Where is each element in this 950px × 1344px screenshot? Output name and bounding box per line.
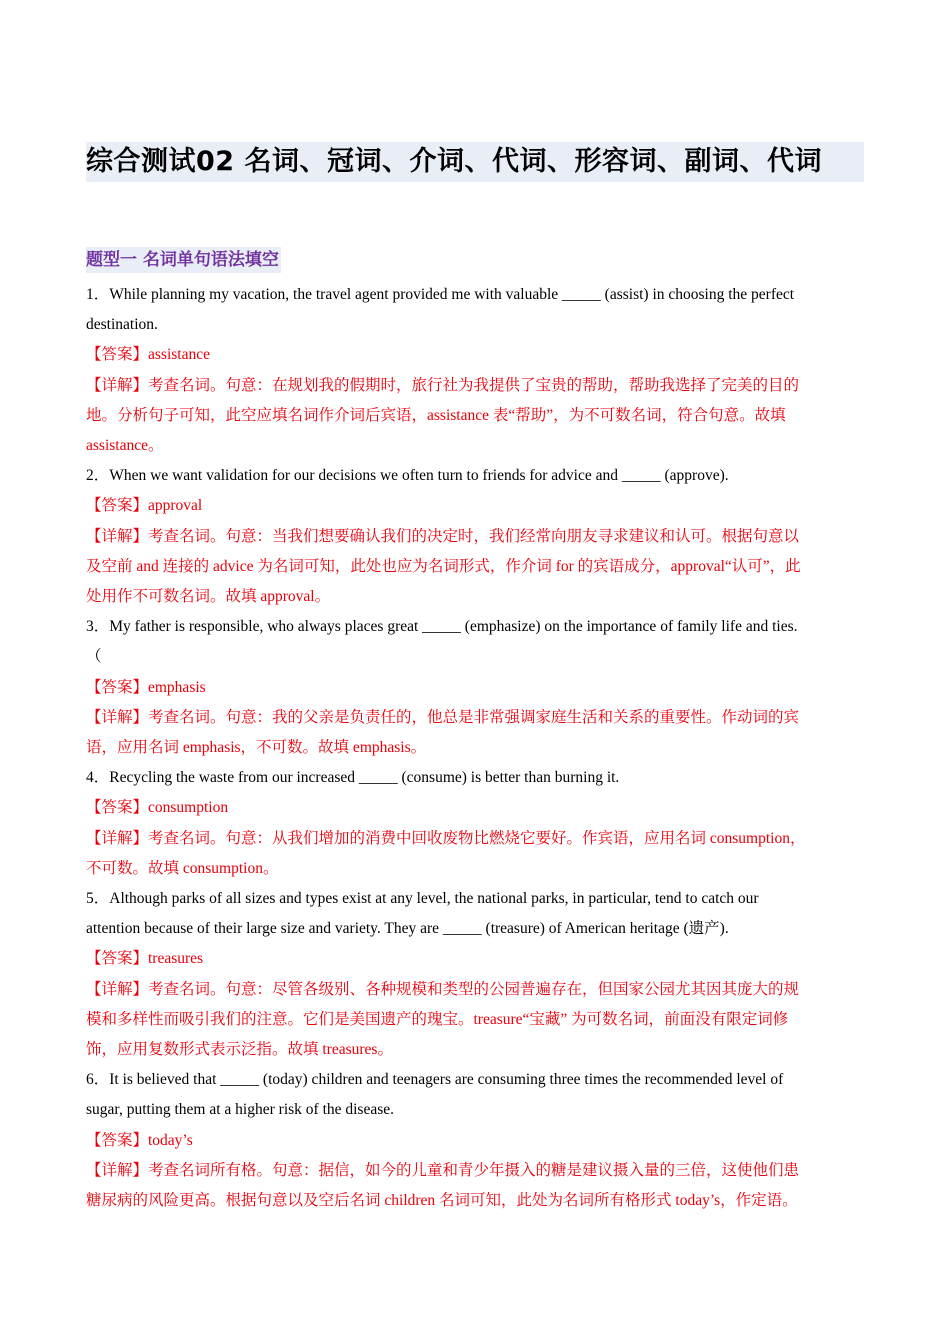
question-text-line: destination. — [86, 316, 158, 334]
explanation-line: 不可数。故填 consumption。 — [86, 859, 279, 877]
explanation-line: 饰，应用复数形式表示泛指。故填 treasures。 — [86, 1041, 393, 1059]
explanation-line: 【详解】考查名词。句意：我的父亲是负责任的，他总是非常强调家庭生活和关系的重要性。作动词的宾 — [86, 708, 800, 726]
question-item — [86, 1065, 866, 1216]
answer-line: 【答案】treasures — [86, 950, 204, 968]
question-text-line: 1．While planning my vacation, the travel agent provided me with valuable _____ (assist) in choosing the perfect — [86, 286, 795, 303]
answer-line: 【答案】today’s — [86, 1131, 193, 1149]
question-text-line: sugar, putting them at a higher risk of the disease. — [86, 1101, 395, 1119]
answer-line: 【答案】emphasis — [86, 678, 206, 696]
question-text-line: 3．My father is responsible, who always places great _____ (emphasize) on the importance of family life and ties. — [86, 618, 798, 636]
answer-line: 【答案】consumption — [86, 799, 229, 817]
explanation-line: 语，应用名词 emphasis，不可数。故填 emphasis。 — [86, 739, 427, 757]
document-title: 综合测试02 名词、冠词、介词、代词、形容词、副词、代词 — [86, 142, 864, 182]
explanation-line: 【详解】考查名词所有格。句意：据信，如今的儿童和青少年摄入的糖是建议摄入量的三倍，这使他们患 — [86, 1161, 800, 1179]
explanation-line: 模和多样性而吸引我们的注意。它们是美国遗产的瑰宝。treasure“宝藏” 为可数名词，前面没有限定词修 — [86, 1010, 789, 1028]
explanation-line: 糖尿病的风险更高。根据句意以及空后名词 children 名词可知，此处为名词所有格形式 today’s，作定语。 — [86, 1192, 798, 1210]
explanation-line: assistance。 — [86, 437, 164, 455]
explanation-line: 【详解】考查名词。句意：从我们增加的消费中回收废物比燃烧它要好。作宾语，应用名词 consumption， — [86, 829, 806, 847]
explanation-line: 【详解】考查名词。句意：在规划我的假期时，旅行社为我提供了宝贵的帮助，帮助我选择了完美的目的 — [86, 376, 800, 394]
explanation-line: 地。分析句子可知，此空应填名词作介词后宾语，assistance 表“帮助”，为不可数名词，符合句意。故填 — [86, 406, 786, 424]
explanation-line: 【详解】考查名词。句意：尽管各级别、各种规模和类型的公园普遍存在，但国家公园尤其因其庞大的规 — [86, 980, 800, 998]
question-item — [86, 763, 866, 884]
question-item — [86, 461, 866, 612]
question-text-line: 4．Recycling the waste from our increased _____ (consume) is better than burning it. — [86, 769, 620, 787]
question-item — [86, 280, 866, 461]
question-list — [86, 280, 866, 1216]
question-text-line: （ — [86, 648, 102, 666]
question-item — [86, 884, 866, 1065]
explanation-line: 【详解】考查名词。句意：当我们想要确认我们的决定时，我们经常向朋友寻求建议和认可。根据句意以 — [86, 527, 800, 545]
question-item — [86, 612, 866, 763]
question-text-line: 5．Although parks of all sizes and types exist at any level, the national parks, in particular, tend to catch our — [86, 890, 759, 908]
section-heading: 题型一 名词单句语法填空 — [86, 247, 281, 273]
question-text-line: attention because of their large size and variety. They are _____ (treasure) of American heritage (遗产). — [86, 920, 729, 938]
question-text-line: 6．It is believed that _____ (today) children and teenagers are consuming three times the recommended level of — [86, 1071, 784, 1089]
question-text-line: 2．When we want validation for our decisions we often turn to friends for advice and _____ (approve). — [86, 467, 729, 485]
explanation-line: 及空前 and 连接的 advice 为名词可知，此处也应为名词形式，作介词 for 的宾语成分，approval“认可”，此 — [86, 557, 801, 575]
explanation-line: 处用作不可数名词。故填 approval。 — [86, 588, 331, 606]
answer-line: 【答案】approval — [86, 497, 203, 515]
answer-line: 【答案】assistance — [86, 346, 210, 364]
